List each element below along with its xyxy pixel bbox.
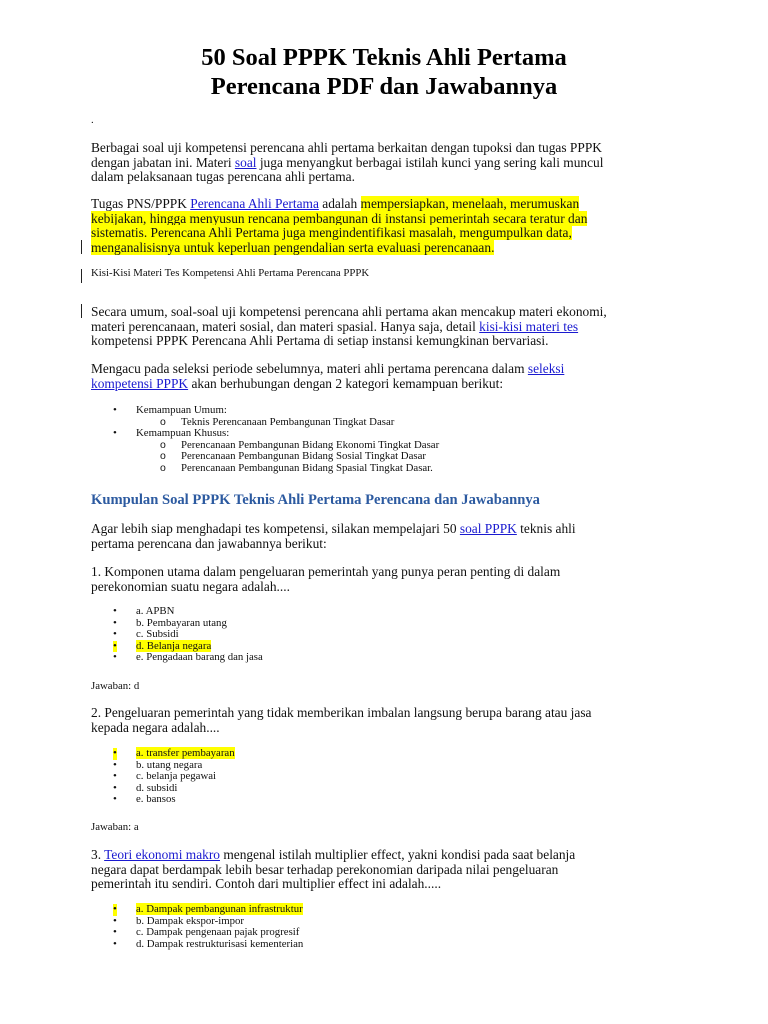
link-seleksi-kompetensi-2[interactable]: kompetensi PPPK — [91, 375, 189, 391]
circle-bullet-icon: o — [160, 461, 166, 474]
link-teori-ekonomi-makro[interactable]: Teori ekonomi makro — [104, 847, 220, 862]
title-line-2: Perencana PDF dan Jawabannya — [210, 73, 558, 100]
option-item: • b. Pembayaran utang — [113, 616, 227, 629]
link-perencana-ahli-pertama[interactable]: Perencana Ahli Pertama — [190, 196, 319, 211]
question-2: 2. Pengeluaran pemerintah yang tidak memberikan imbalan langsung berupa barang atau jasa kepada negara adalah.... — [91, 705, 592, 735]
question-2-options — [91, 748, 651, 806]
bullet-icon: • — [113, 903, 117, 915]
sub-list-item: o Perencanaan Pembangunan Bidang Spasial Tingkat Dasar. — [160, 461, 433, 474]
option-item: • c. Subsidi — [113, 628, 179, 640]
bullet-icon: • — [113, 427, 117, 439]
option-item: • b. Dampak ekspor-impor — [113, 914, 245, 927]
list-item: • Kemampuan Khusus: o Perencanaan Pembangunan Bidang Ekonomi Tingkat Dasar o Perencanaan Pembangunan Bidang Sosial Tingkat Dasar o Perencanaan Pembangunan Bidang Spasial Tingkat Dasar. — [91, 428, 651, 474]
text-cursor-marker — [81, 240, 82, 254]
text-cursor-marker — [81, 304, 82, 318]
option-item-correct: • a. Dampak pembangunan infrastruktur — [113, 903, 303, 915]
question-1: 1. Komponen utama dalam pengeluaran pemerintah yang punya peran penting di dalam perekonomian suatu negara adalah.... — [91, 564, 561, 594]
general-paragraph: Secara umum, soal-soal uji kompetensi perencana ahli pertama akan mencakup materi ekonomi, materi perencanaan, materi sosial, dan materi spasial. Hanya saja, detail kisi-kisi materi tes kompetensi PPPK Perencana Ahli Pertama di setiap instansi kemungkinan bervariasi. — [91, 304, 607, 349]
list-item: • Kemampuan Umum: o Teknis Perencanaan Pembangunan Tingkat Dasar — [91, 405, 651, 428]
duties-highlight-2: kebijakan, hingga menyusun rencana pembangunan di instansi pemerintah secara teratur dan — [91, 210, 588, 226]
option-item: • d. subsidi — [113, 781, 178, 794]
question-3: 3. Teori ekonomi makro mengenal istilah multiplier effect, yakni kondisi pada saat belanja negara dapat berdampak lebih besar terhadap perekonomian daripada nilai pengeluaran pemerintah itu sendiri. Contoh dari multiplier effect ini adalah..... — [91, 847, 576, 892]
bullet-icon: • — [113, 747, 117, 759]
bullet-icon: • — [113, 781, 117, 794]
option-item-correct: • a. transfer pembayaran — [113, 747, 235, 759]
link-kisi-kisi[interactable]: kisi-kisi materi tes — [479, 318, 579, 334]
page-title — [60, 43, 708, 101]
option-item: • e. bansos — [113, 793, 176, 805]
duties-paragraph: Tugas PNS/PPPK Perencana Ahli Pertama adalah mempersiapkan, menelaah, merumuskan kebijakan, hingga menyusun rencana pembangunan di instansi pemerintah secara teratur dan sistematis. Perencana Ahli Pertama juga mengindentifikasi masalah, mengumpulkan data, menganalisisnya untuk keperluan pengendalian serta evaluasi perencanaan. — [91, 196, 588, 255]
circle-bullet-icon: o — [160, 415, 166, 428]
question-3-options — [91, 904, 651, 950]
bullet-icon: • — [113, 639, 117, 652]
answer-1: Jawaban: d — [91, 680, 140, 692]
link-soal-pppk[interactable]: soal PPPK — [459, 521, 517, 536]
circle-bullet-icon: o — [160, 450, 166, 462]
bullet-icon: • — [113, 628, 117, 640]
circle-bullet-icon: o — [160, 438, 166, 451]
sub-list-item: o Perencanaan Pembangunan Bidang Sosial Tingkat Dasar — [160, 450, 426, 462]
answer-2: Jawaban: a — [91, 821, 139, 833]
section-heading: Kumpulan Soal PPPK Teknis Ahli Pertama Perencana dan Jawabannya — [91, 492, 540, 508]
option-item: • c. Dampak pengenaan pajak progresif — [113, 926, 300, 938]
duties-highlight-1: mempersiapkan, menelaah, merumuskan — [360, 196, 580, 211]
intro-paragraph: Berbagai soal uji kompetensi perencana ahli pertama berkaitan dengan tupoksi dan tugas PPPK dengan jabatan ini. Materi soal juga menyangkut berbagai istilah kunci yang sering kali muncul dalam pelaksanaan tugas perencana ahli pertama. — [91, 140, 604, 185]
option-item-correct: • d. Belanja negara — [113, 639, 212, 652]
bullet-icon: • — [113, 793, 117, 805]
bullet-icon: • — [113, 651, 117, 663]
text-cursor-marker — [81, 269, 82, 283]
link-seleksi-kompetensi-1[interactable]: seleksi — [527, 361, 565, 376]
bullet-icon: • — [113, 937, 117, 950]
bullet-icon: • — [113, 926, 117, 938]
image-caption: Kisi-Kisi Materi Tes Kompetensi Ahli Pertama Perencana PPPK — [91, 267, 370, 279]
link-soal[interactable]: soal — [234, 154, 257, 170]
competency-list — [91, 405, 651, 474]
bullet-icon: • — [113, 616, 117, 629]
bullet-icon: • — [113, 758, 117, 771]
question-1-options — [91, 606, 651, 664]
bullet-icon: • — [113, 605, 117, 617]
title-line-1: 50 Soal PPPK Teknis Ahli Pertama — [201, 44, 567, 71]
option-item: • b. utang negara — [113, 758, 203, 771]
option-item: • a. APBN — [113, 605, 175, 617]
sub-list-item: o Perencanaan Pembangunan Bidang Ekonomi Tingkat Dasar — [160, 438, 440, 451]
sub-list-item: o Teknis Perencanaan Pembangunan Tingkat Dasar — [160, 415, 395, 428]
bullet-icon: • — [113, 914, 117, 927]
bullet-icon: • — [113, 404, 117, 416]
sub-list — [136, 440, 651, 475]
reference-paragraph: Mengacu pada seleksi periode sebelumnya, materi ahli pertama perencana dalam seleksi kompetensi PPPK akan berhubungan dengan 2 kategori kemampuan berikut: — [91, 361, 565, 391]
option-item: • c. belanja pegawai — [113, 770, 217, 782]
option-item: • e. Pengadaan barang dan jasa — [113, 651, 263, 663]
prep-paragraph: Agar lebih siap menghadapi tes kompetensi, silakan mempelajari 50 soal PPPK teknis ahli pertama perencana dan jawabannya berikut: — [91, 521, 576, 551]
option-item: • d. Dampak restrukturisasi kementerian — [113, 937, 304, 950]
duties-highlight-4: menganalisisnya untuk keperluan pengendalian serta evaluasi perencanaan. — [91, 239, 495, 255]
dot-line: . — [91, 114, 94, 126]
bullet-icon: • — [113, 770, 117, 782]
duties-highlight-3: sistematis. Perencana Ahli Pertama juga mengindentifikasi masalah, mengumpulkan data, — [91, 225, 572, 241]
